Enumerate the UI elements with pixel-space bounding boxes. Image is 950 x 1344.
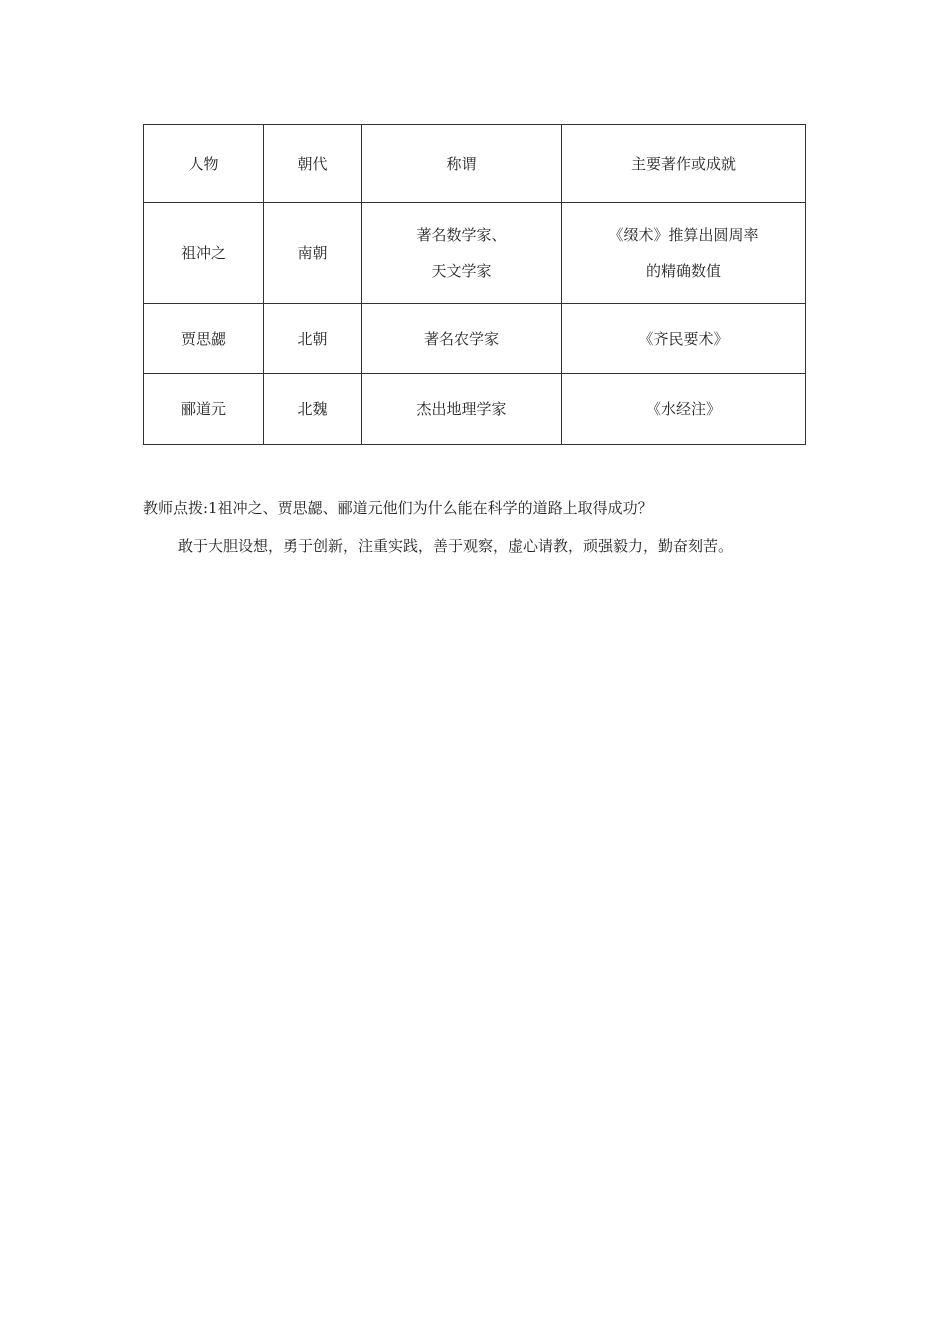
cell-person: 贾思勰	[144, 304, 264, 374]
table-row	[144, 203, 806, 304]
cell-title-line: 著名数学家、	[416, 226, 507, 244]
header-title: 称谓	[362, 125, 562, 203]
teacher-note-question: 教师点拨:1祖冲之、贾思勰、郦道元他们为什么能在科学的道路上取得成功？	[143, 499, 653, 517]
cell-person: 祖冲之	[144, 203, 264, 304]
table-header-row	[144, 125, 806, 203]
cell-achievement: 《齐民要术》	[562, 304, 806, 374]
cell-dynasty: 北魏	[264, 374, 362, 445]
cell-title	[362, 203, 562, 304]
table-row	[144, 304, 806, 374]
cell-title: 杰出地理学家	[362, 374, 562, 445]
header-achievement: 主要著作或成就	[562, 125, 806, 203]
header-person: 人物	[144, 125, 264, 203]
cell-achievement-line: 《缀术》推算出圆周率	[608, 226, 759, 244]
cell-dynasty: 南朝	[264, 203, 362, 304]
cell-person: 郦道元	[144, 374, 264, 445]
cell-achievement	[562, 203, 806, 304]
cell-achievement-line: 的精确数值	[645, 262, 721, 280]
table-row	[144, 374, 806, 445]
scientists-table	[143, 124, 806, 445]
cell-dynasty: 北朝	[264, 304, 362, 374]
cell-title-line: 天文学家	[431, 262, 492, 280]
cell-title: 著名农学家	[362, 304, 562, 374]
teacher-note-answer: 敢于大胆设想，勇于创新，注重实践，善于观察，虚心请教，顽强毅力，勤奋刻苦。	[178, 537, 734, 555]
header-dynasty: 朝代	[264, 125, 362, 203]
cell-achievement: 《水经注》	[562, 374, 806, 445]
